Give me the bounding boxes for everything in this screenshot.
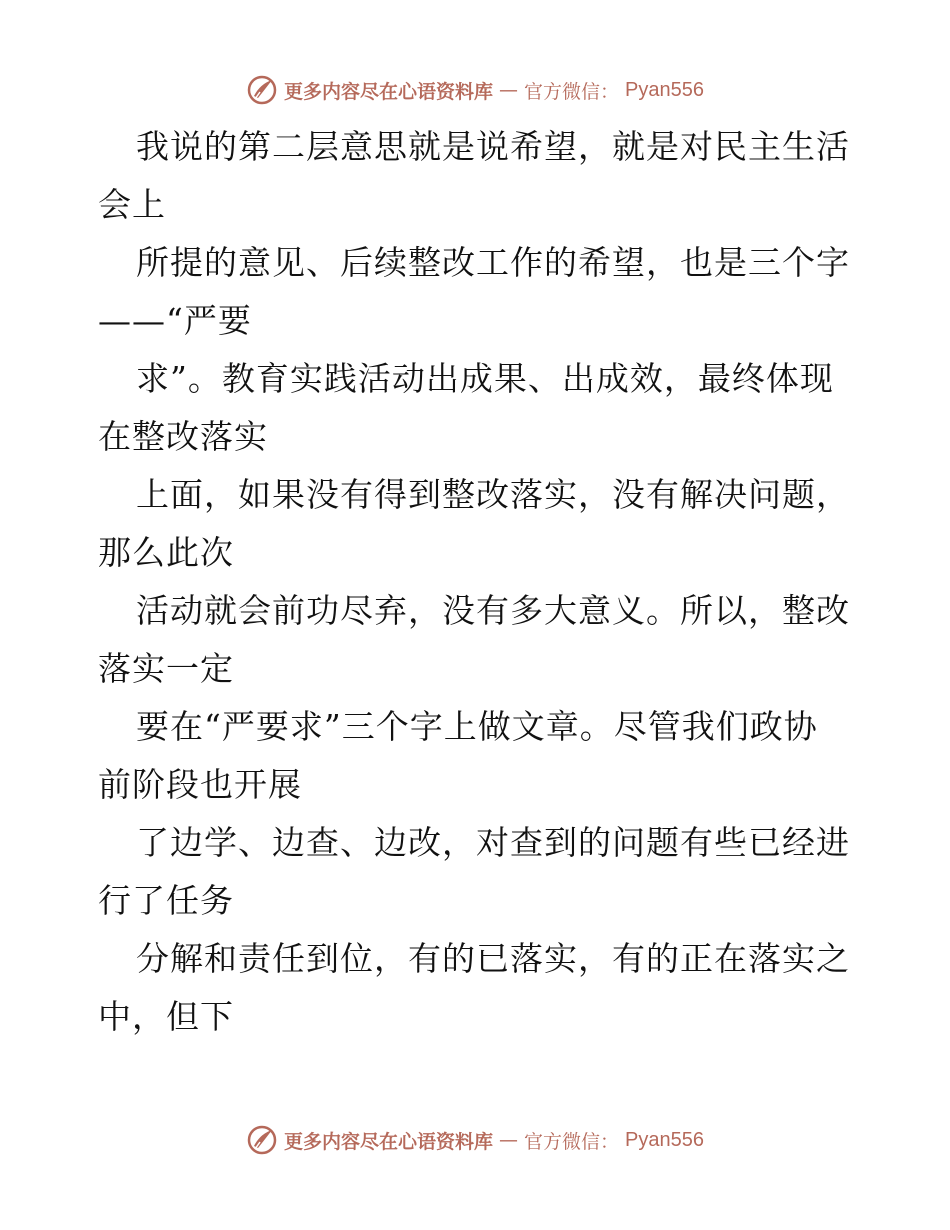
text-line: 要在“严要求”三个字上做文章。尽管我们政协 (136, 707, 818, 746)
text-line: 求”。教育实践活动出成果、出成效，最终体现 (136, 359, 834, 398)
quill-logo-icon (246, 1124, 278, 1156)
text-line: 会上 (98, 185, 166, 224)
text-line: 活动就会前功尽弃，没有多大意义。所以，整改 (136, 591, 850, 630)
banner-wechat-label: 官方微信： (524, 1130, 620, 1153)
banner-wechat-label: 官方微信： (524, 80, 620, 103)
text-line: 前阶段也开展 (98, 765, 302, 804)
banner-dash: — (499, 79, 519, 101)
banner-wechat-id: Pyan556 (625, 78, 704, 101)
text-line: 了边学、边查、边改，对查到的问题有些已经进 (136, 823, 850, 862)
text-line: 那么此次 (98, 533, 234, 572)
text-line: ——“严要 (98, 301, 252, 340)
text-line: 上面，如果没有得到整改落实，没有解决问题， (136, 475, 850, 514)
text-line: 落实一定 (98, 649, 234, 688)
document-body (98, 118, 858, 1046)
text-line: 分解和责任到位，有的已落实，有的正在落实之 (136, 939, 850, 978)
banner-dash: — (499, 1129, 519, 1151)
text-line: 我说的第二层意思就是说希望，就是对民主生活 (136, 127, 850, 166)
quill-logo-icon (246, 74, 278, 106)
text-line: 在整改落实 (98, 417, 268, 456)
text-line: 中，但下 (98, 997, 234, 1036)
footer-banner (0, 1120, 950, 1160)
banner-brand-text: 更多内容尽在心语资料库 (284, 1130, 494, 1153)
text-line: 行了任务 (98, 881, 234, 920)
banner-brand-text: 更多内容尽在心语资料库 (284, 80, 494, 103)
header-banner (0, 70, 950, 110)
text-line: 所提的意见、后续整改工作的希望，也是三个字 (136, 243, 850, 282)
banner-wechat-id: Pyan556 (625, 1128, 704, 1151)
